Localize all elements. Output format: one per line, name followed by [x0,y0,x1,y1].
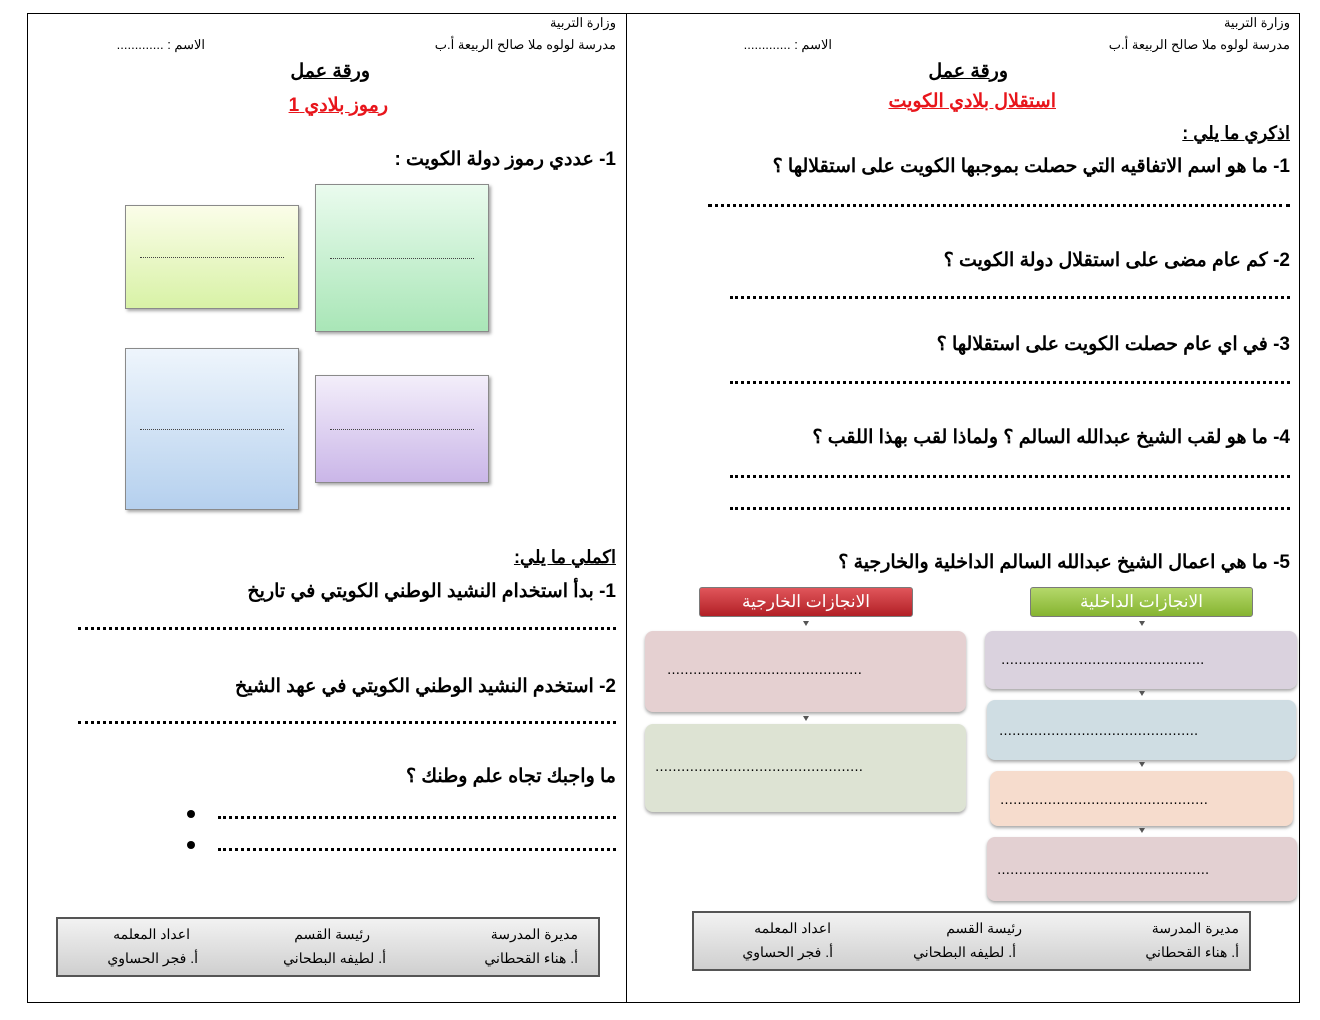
symbol-box-3[interactable] [125,348,299,510]
answer-line[interactable] [78,627,616,630]
internal-dots-1: ……………………………………….. [1001,653,1205,668]
external-dots-1: ……………………………………… [667,663,862,678]
complete-item-2: 2- استخدم النشيد الوطني الكويتي في عهد الشيخ [234,676,616,697]
left-worksheet-title: ورقة عمل [290,61,370,82]
right-signature-box [692,911,1251,971]
internal-achievement-box-2[interactable] [987,700,1296,760]
left-name-field[interactable]: الاسم : ............. [116,37,205,52]
internal-achievements-header: الانجازات الداخلية [1030,587,1253,617]
internal-dots-2: ………………………………………. [999,724,1199,739]
connector-arrow [803,621,809,626]
answer-line[interactable] [730,296,1290,299]
internal-achievement-box-1[interactable] [985,631,1297,689]
answer-line[interactable] [218,816,616,819]
right-name-field[interactable]: الاسم : ............. [743,37,832,52]
left-school: مدرسة لولوه ملا صالح الربيعة أ.ب [434,37,616,52]
head-title: رئيسة القسم [294,926,370,942]
symbol-box-2[interactable] [125,205,299,309]
left-signature-box [56,917,600,977]
right-ministry: وزارة التربية [1223,15,1290,30]
symbol-box-4[interactable] [315,375,489,483]
teacher-name: أ. فجر الحساوي [742,944,833,960]
external-achievement-box-2[interactable] [645,724,966,812]
answer-line[interactable] [730,475,1290,478]
external-dots-2: ………………………………………… [655,760,863,775]
teacher-name: أ. فجر الحساوي [107,950,198,966]
head-name: أ. لطيفه البطحاني [913,944,1016,960]
answer-line[interactable] [78,721,616,724]
connector-arrow [803,716,809,721]
principal-title: مديرة المدرسة [1151,920,1239,936]
connector-arrow [1139,828,1145,833]
right-school: مدرسة لولوه ملا صالح الربيعة أ.ب [1108,37,1290,52]
internal-dots-3: ………………………………………… [1000,793,1208,808]
left-subject-title: رموز بلادي 1 [288,95,388,116]
complete-heading: اكملي ما يلي: [513,547,616,567]
internal-achievement-box-3[interactable] [990,771,1293,826]
left-ministry: وزارة التربية [549,15,616,30]
right-question-5: 5- ما هي اعمال الشيخ عبدالله السالم الداخلية والخارجية ؟ [838,552,1290,573]
bullet [187,810,195,818]
external-achievements-header: الانجازات الخارجية [699,587,913,617]
teacher-title: اعداد المعلمه [113,926,190,942]
external-achievement-box-1[interactable] [645,631,966,712]
internal-achievement-box-4[interactable] [987,837,1297,901]
symbol-box-1[interactable] [315,184,489,332]
head-title: رئيسة القسم [946,920,1022,936]
answer-line[interactable] [730,507,1290,510]
teacher-title: اعداد المعلمه [754,920,831,936]
right-question-2: 2- كم عام مضى على استقلال دولة الكويت ؟ [943,250,1290,271]
principal-name: أ. هناء القحطاني [484,950,578,966]
connector-arrow [1139,621,1145,626]
principal-name: أ. هناء القحطاني [1145,944,1239,960]
bullet [187,841,195,849]
right-question-4: 4- ما هو لقب الشيخ عبدالله السالم ؟ ولماذا لقب بهذا اللقب ؟ [812,427,1290,448]
answer-line[interactable] [708,204,1290,207]
right-question-1: 1- ما هو اسم الاتفاقيه التي حصلت بموجبها الكويت على استقلالها ؟ [772,156,1290,177]
mention-heading: اذكري ما يلي : [1182,123,1290,143]
connector-arrow [1139,691,1145,696]
head-name: أ. لطيفه البطحاني [283,950,386,966]
connector-arrow [1139,762,1145,767]
answer-line[interactable] [730,381,1290,384]
internal-dots-4: …………………………………………. [997,863,1210,878]
right-subject-title: استقلال بلادي الكويت [888,91,1056,112]
right-question-3: 3- في اي عام حصلت الكويت على استقلالها ؟ [936,334,1290,355]
page-divider [626,13,627,1003]
answer-line[interactable] [218,848,616,851]
left-question-1: 1- عددي رموز دولة الكويت : [394,149,616,170]
complete-item-1: 1- بدأ استخدام النشيد الوطني الكويتي في تاريخ [247,581,616,602]
duty-question: ما واجبك تجاه علم وطنك ؟ [405,766,616,787]
principal-title: مديرة المدرسة [490,926,578,942]
right-worksheet-title: ورقة عمل [928,61,1008,82]
